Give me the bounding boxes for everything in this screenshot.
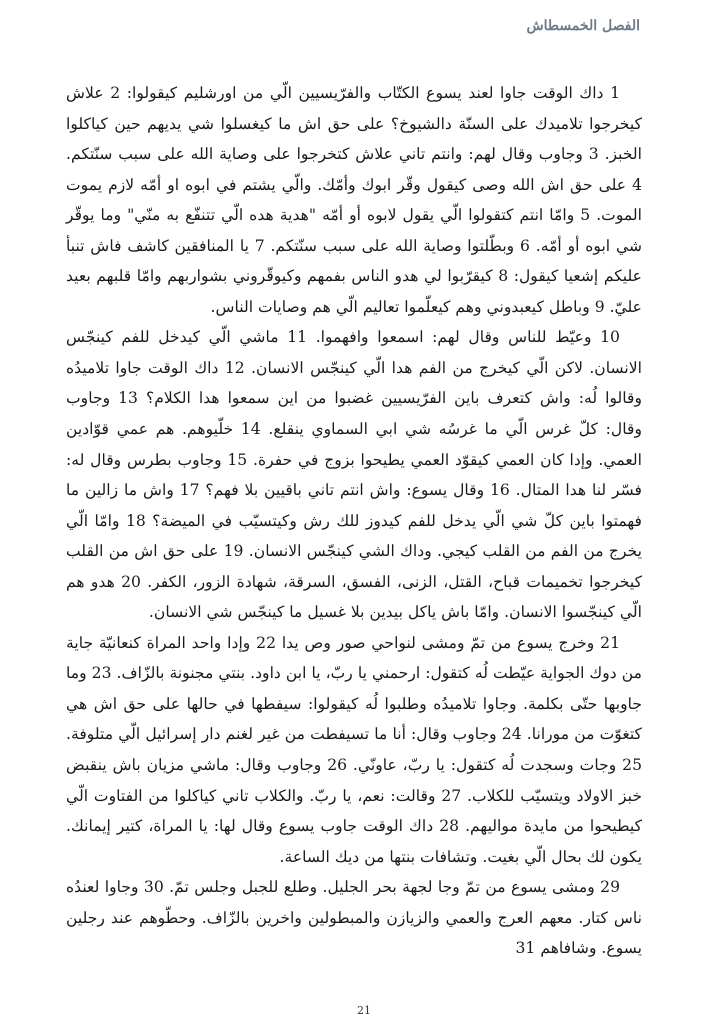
paragraph-verses-21-28: 21 وخرج يسوع من تمّ ومشى لنواحي صور وص يدا 22 وإدا واحد المراة كنعانيّة جاية من دوك الجواية عيّطت لُه كتقول: ارحمني يا ربّ، يا ابن داود. بنتي مجنونة بالزّاف. 23 وما جاوبها حتّى بكلمة. وجاوا تلاميدُه وطلبوا لُه كيقولوا: سيفطها في حالها على حق اش هي كتغوّت من مورانا. 24 وجاوب وقال: أنا ما تسيفطت من غير لغنم دار إسرائيل الّي متلوفة. 25 وجات وسجدت لُه كتقول: يا ربّ، عاونّي. 26 وجاوب وقال: ماشي مزيان باش ينقبض خبز الاولاد ويتسيّب للكلاب. 27 وقالت: نعم، يا ربّ. والكلاب تاني كياكلوا من الفتاوت الّي كيطيحوا من مايدة مواليهم. 28 داك الوقت جاوب يسوع وقال لها: يا المراة، كتير إيمانك. يكون لك بحال الّي بغيت. وتشافات بنتها من ديك الساعة. [66,633,643,866]
paragraph-verses-1-9: 1 داك الوقت جاوا لعند يسوع الكتّاب والفرّيسيين الّي من اورشليم كيقولوا: 2 علاش كيخرجوا تلاميدك على السنّة دالشيوخ؟ على حق اش ما كيغسلوا شي يديهم حين كياكلوا الخبز. 3 وجاوب وقال لهم: وانتم تاني علاش كتخرجوا على وصاية الله على سبب سنّتكم. 4 على حق اش الله وصى كيقول وقّر ابوك وأمّك. والّي يشتم في ابوه او أمّه لازم يموت الموت. 5 وامّا انتم كتقولوا الّي يقول لابوه أو أمّه "هدية هده الّي تتنفّع به منّي" وما يوقّر شي ابوه أو أمّه. 6 وبطّلتوا وصاية الله على سبب سنّتكم. 7 يا المنافقين كاشف فاش تنبأ عليكم إشعيا كيقول: 8 كيقرّبوا لي هدو الناس بفمهم وكيوقّروني بشواربهم وامّا قلبهم بعيد عليّ. 9 وباطل كيعبدوني وهم كيعلّموا تعاليم الّي هم وصايات الناس. [66,84,643,316]
paragraph-verses-29-31: 29 ومشى يسوع من تمّ وجا لجهة بحر الجليل. وطلع للجبل وجلس تمّ. 30 وجاوا لعندُه ناس كتار. معهم العرج والعمي والزيازن والمبطولين واخرين بالزّاف. وحطّوهم عند رجلين يسوع. وشافاهم 31 [66,878,642,958]
page-number: 21 [357,1004,371,1017]
paragraph-verses-10-20: 10 وعيّط للناس وقال لهم: اسمعوا وافهموا. 11 ماشي الّي كيدخل للفم كينجّس الانسان. لاكن الّي كيخرج من الفم هدا الّي كينجّس الانسان. 12 داك الوقت جاوا تلاميدُه وقالوا لُه: واش كتعرف باين الفرّيسيين غضبوا من اين سمعوا هدا الكلام؟ 13 وجاوب وقال: كلّ غرس الّي ما غرسُه شي ابي السماوي ينقلع. 14 خلّيوهم. هم عمي قوّادين العمي. وإدا كان العمي كيقوّد العمي يطيحوا بزوج في حفرة. 15 وجاوب بطرس وقال له: فسّر لنا هدا المتال. 16 وقال يسوع: واش انتم تاني باقيين بلا فهم؟ 17 واش ما زالين ما فهمتوا باين كلّ شي الّي يدخل للفم كيدوز للك رش وكيتسيّب في الميضة؟ 18 وامّا الّي يخرج من الفم من القلب كيجي. وداك الشي كينجّس الانسان. 19 على حق اش من القلب كيخرجوا تخميمات قباح، القتل، الزنى، الفسق، السرقة، شهادة الزور، الكفر. 20 هدو هم الّي كينجّسوا الانسان. وامّا باش ياكل بيدين بلا غسيل ما كينجّس شي الانسان. [66,328,643,622]
chapter-title: الفصل الخمسطاش [526,18,640,34]
body-text [66,78,642,964]
